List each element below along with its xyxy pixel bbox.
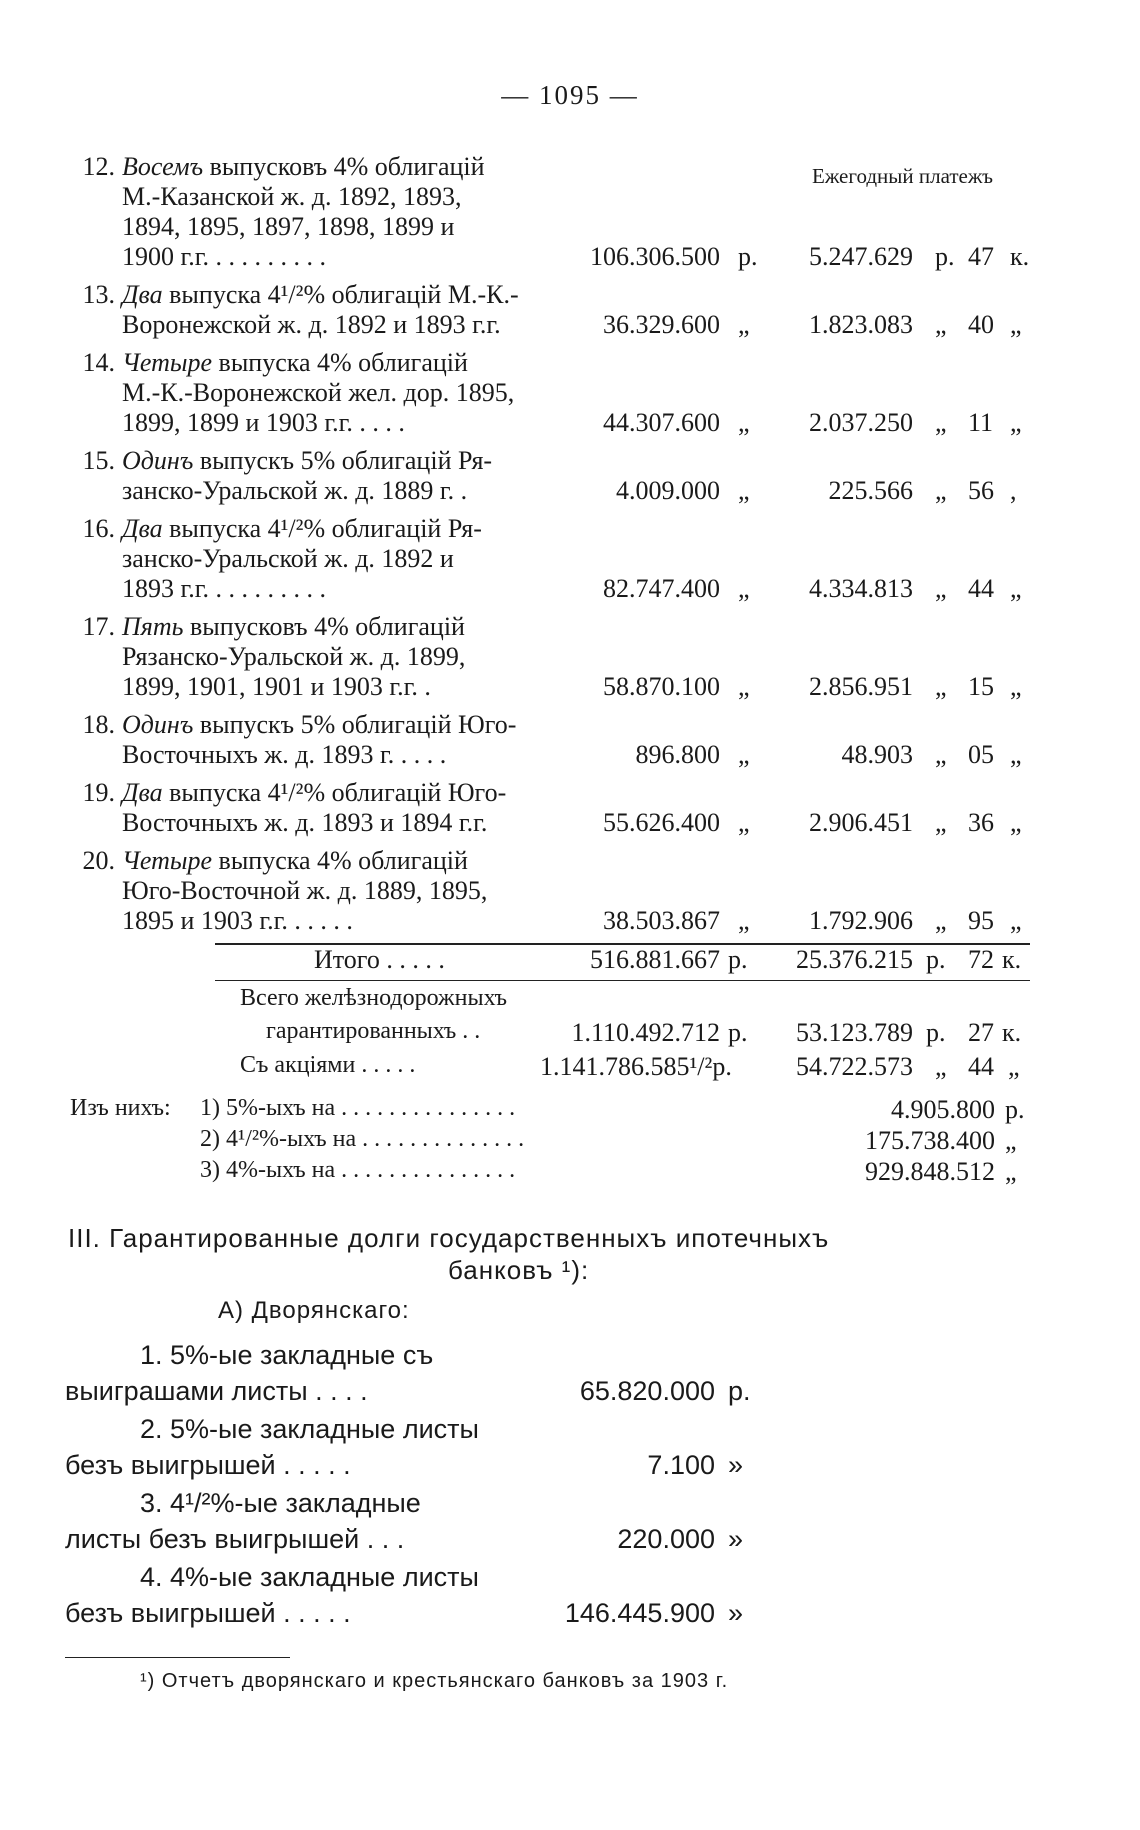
bond-capital-unit: „ <box>738 310 750 339</box>
section-title-line1: III. Гарантированные долги государственныхъ ипотечныхъ <box>68 1223 830 1253</box>
bond-payment: 225.566 <box>828 476 913 505</box>
bond-payment-unit: „ <box>935 672 947 701</box>
bond-number: 14. <box>82 348 115 377</box>
bond-capital-unit: „ <box>738 408 750 437</box>
bond-description-text: М.-Казанской ж. д. 1892, 1893, <box>122 182 462 211</box>
bond-capital: 4.009.000 <box>616 476 720 505</box>
bond-description-text: 1895 и 1903 г.г. . . . . . <box>122 906 353 935</box>
bond-description-text: Рязанско-Уральской ж. д. 1899, <box>122 642 466 671</box>
bond-capital: 44.307.600 <box>603 408 720 437</box>
bond-description-line <box>122 574 326 604</box>
bond-count-word: Одинъ <box>122 710 194 739</box>
bond-count-word: Два <box>122 280 163 309</box>
breakdown-label: 3) 4%-ыхъ на . . . . . . . . . . . . . . . <box>200 1157 516 1183</box>
bond-payment-unit: „ <box>935 574 947 603</box>
mortgage-unit: » <box>728 1598 744 1628</box>
bond-kopecks: 36 <box>968 808 994 837</box>
bond-description-text: выпускъ 5% облигацій Юго- <box>193 710 517 739</box>
bond-count-word: Четыре <box>122 348 213 377</box>
bond-payment: 5.247.629 <box>809 242 913 271</box>
bond-description-text: Восточныхъ ж. д. 1893 и 1894 г.г. <box>122 808 488 837</box>
bond-description-line <box>122 846 468 876</box>
bond-number: 17. <box>82 612 115 641</box>
bond-kopecks: 11 <box>968 408 994 437</box>
bond-capital-unit: „ <box>738 740 750 769</box>
bond-capital: 36.329.600 <box>603 310 720 339</box>
bond-payment: 2.906.451 <box>809 808 913 837</box>
bond-capital: 55.626.400 <box>603 808 720 837</box>
bond-description-text: 1899, 1901, 1901 и 1903 г.г. . <box>122 672 431 701</box>
mortgage-line-1: 4. 4%-ые закладные листы <box>140 1562 479 1592</box>
footnote: ¹) Отчетъ дворянскаго и крестьянскаго банковъ за 1903 г. <box>140 1670 729 1692</box>
all-railway-kopecks: 27 <box>968 1018 994 1047</box>
bond-description-line <box>122 182 462 212</box>
bond-count-word: Пять <box>122 612 184 641</box>
mortgage-value: 146.445.900 <box>564 1598 715 1628</box>
bond-description-line <box>122 612 465 642</box>
bond-count-word: Два <box>122 778 163 807</box>
bond-kopecks-unit: „ <box>1010 808 1022 837</box>
page-number: — 1095 — <box>501 80 639 110</box>
all-railway-label-2: гарантированныхъ . . <box>266 1018 481 1044</box>
bond-capital: 106.306.500 <box>590 242 720 271</box>
mortgage-line-2: безъ выигрышей . . . . . <box>65 1450 351 1480</box>
with-shares-payment-unit: „ <box>935 1052 947 1081</box>
bond-payment: 2.856.951 <box>809 672 913 701</box>
total-capital: 516.881.667 <box>590 945 720 974</box>
breakdown-unit: „ <box>1005 1157 1017 1186</box>
bond-description-line <box>122 310 501 340</box>
all-railway-kopecks-unit: к. <box>1002 1018 1022 1047</box>
bond-description-text: выпускъ 5% облигацій Ря- <box>193 446 493 475</box>
bond-description-line <box>122 476 467 506</box>
with-shares-kopecks-unit: „ <box>1008 1052 1020 1081</box>
mortgage-unit: » <box>728 1450 744 1480</box>
bond-description-text: Восточныхъ ж. д. 1893 г. . . . . <box>122 740 447 769</box>
bond-number: 19. <box>82 778 115 807</box>
bond-description-text: 1894, 1895, 1897, 1898, 1899 и <box>122 212 455 241</box>
mortgage-unit: » <box>728 1524 744 1554</box>
mortgage-value: 220.000 <box>617 1524 715 1554</box>
bond-description-line <box>122 710 516 740</box>
bond-kopecks: 47 <box>968 242 994 271</box>
bond-payment-unit: „ <box>935 310 947 339</box>
bond-count-word: Одинъ <box>122 446 194 475</box>
bond-description-line <box>122 544 454 574</box>
bond-kopecks: 44 <box>968 574 994 603</box>
total-capital-unit: р. <box>728 945 748 974</box>
all-railway-label-1: Всего желѣзнодорожныхъ <box>240 985 508 1011</box>
bond-payment-unit: „ <box>935 808 947 837</box>
bond-kopecks-unit: к. <box>1010 242 1030 271</box>
breakdown-value: 4.905.800 <box>891 1095 995 1124</box>
bond-count-word: Четыре <box>122 846 213 875</box>
bond-capital: 38.503.867 <box>603 906 720 935</box>
with-shares-label: Съ акціями . . . . . <box>240 1052 416 1078</box>
bond-description-text: выпуска 4¹/²% облигацій Юго- <box>162 778 507 807</box>
section-subtitle: А) Дворянскаго: <box>218 1297 410 1324</box>
all-railway-capital-unit: р. <box>728 1018 748 1047</box>
bond-capital: 896.800 <box>635 740 720 769</box>
breakdown-value: 929.848.512 <box>865 1157 995 1186</box>
bond-description-line <box>122 514 482 544</box>
mortgage-line-2: выиграшами листы . . . . <box>65 1376 368 1406</box>
bond-description-text: выпуска 4¹/²% облигацій Ря- <box>162 514 482 543</box>
bond-description-text: выпуска 4¹/²% облигацій М.-К.- <box>162 280 519 309</box>
bond-kopecks-unit: „ <box>1010 906 1022 935</box>
breakdown-intro: Изъ нихъ: <box>70 1095 171 1121</box>
all-railway-capital: 1.110.492.712 <box>571 1018 720 1047</box>
bond-kopecks-unit: , <box>1010 476 1017 505</box>
bond-description-line <box>122 876 487 906</box>
mortgage-line-1: 3. 4¹/²%-ые закладные <box>140 1488 421 1518</box>
bond-number: 18. <box>82 710 115 739</box>
bond-description-line <box>122 378 514 408</box>
bond-payment-unit: „ <box>935 740 947 769</box>
bond-kopecks: 56 <box>968 476 994 505</box>
bond-number: 13. <box>82 280 115 309</box>
bond-kopecks-unit: „ <box>1010 672 1022 701</box>
section-title-line2: банковъ ¹): <box>448 1255 590 1285</box>
with-shares-kopecks: 44 <box>968 1052 994 1081</box>
bond-kopecks: 15 <box>968 672 994 701</box>
bond-description-line <box>122 906 353 936</box>
bond-description-line <box>122 808 487 838</box>
bond-number: 12. <box>82 152 115 181</box>
bond-capital-unit: „ <box>738 906 750 935</box>
with-shares-capital: 1.141.786.585¹/²р. <box>540 1052 732 1081</box>
bond-description-text: выпусковъ 4% облигацій <box>183 612 465 641</box>
bond-kopecks-unit: „ <box>1010 574 1022 603</box>
bond-description-text: занско-Уральской ж. д. 1889 г. . <box>122 476 468 505</box>
bond-description-line <box>122 152 485 182</box>
bond-kopecks-unit: „ <box>1010 408 1022 437</box>
bond-description-line <box>122 778 506 808</box>
bond-description-text: выпуска 4% облигацій <box>212 348 468 377</box>
bond-kopecks: 95 <box>968 906 994 935</box>
bond-capital-unit: „ <box>738 574 750 603</box>
bond-capital: 58.870.100 <box>603 672 720 701</box>
bond-payment-unit: „ <box>935 906 947 935</box>
bond-number: 15. <box>82 446 115 475</box>
bond-payment: 2.037.250 <box>809 408 913 437</box>
footnote-rule <box>65 1657 290 1658</box>
bond-count-word: Два <box>122 514 163 543</box>
bond-description-line <box>122 242 326 272</box>
annual-payment-header: Ежегодный платежъ <box>812 164 993 188</box>
bond-kopecks: 05 <box>968 740 994 769</box>
bond-count-word: Восемъ <box>122 152 204 181</box>
mortgage-value: 65.820.000 <box>579 1376 715 1406</box>
breakdown-unit: р. <box>1005 1095 1025 1124</box>
bond-capital-unit: р. <box>738 242 758 271</box>
all-railway-payment: 53.123.789 <box>796 1018 913 1047</box>
bond-capital: 82.747.400 <box>603 574 720 603</box>
breakdown-unit: „ <box>1005 1126 1017 1155</box>
total-rule-bottom <box>215 980 1030 981</box>
bond-description-text: 1899, 1899 и 1903 г.г. . . . . <box>122 408 405 437</box>
bond-description-line <box>122 348 468 378</box>
bond-description-line <box>122 212 454 242</box>
bond-payment: 1.823.083 <box>809 310 913 339</box>
bond-kopecks-unit: „ <box>1010 740 1022 769</box>
total-kopecks-unit: к. <box>1002 945 1022 974</box>
bond-description-text: 1893 г.г. . . . . . . . . . <box>122 574 326 603</box>
bond-payment-unit: р. <box>935 242 955 271</box>
bond-payment-unit: „ <box>935 408 947 437</box>
breakdown-label: 2) 4¹/²%-ыхъ на . . . . . . . . . . . . . . <box>200 1126 525 1152</box>
mortgage-line-1: 1. 5%-ые закладные съ <box>140 1340 434 1370</box>
mortgage-line-2: листы безъ выигрышей . . . <box>65 1524 405 1554</box>
total-kopecks: 72 <box>968 945 994 974</box>
breakdown-value: 175.738.400 <box>865 1126 995 1155</box>
bond-description-text: Юго-Восточной ж. д. 1889, 1895, <box>122 876 488 905</box>
bond-description-text: 1900 г.г. . . . . . . . . . <box>122 242 326 271</box>
bond-description-line <box>122 740 446 770</box>
bond-kopecks-unit: „ <box>1010 310 1022 339</box>
total-label: Итого . . . . . <box>314 945 445 974</box>
total-payment-unit: р. <box>926 945 946 974</box>
bond-capital-unit: „ <box>738 672 750 701</box>
bond-description-text: М.-К.-Воронежской жел. дор. 1895, <box>122 378 515 407</box>
bond-payment-unit: „ <box>935 476 947 505</box>
bond-number: 16. <box>82 514 115 543</box>
bond-payment: 48.903 <box>841 740 913 769</box>
bond-capital-unit: „ <box>738 808 750 837</box>
with-shares-payment: 54.722.573 <box>796 1052 913 1081</box>
mortgage-unit: р. <box>728 1376 751 1406</box>
bond-description-text: занско-Уральской ж. д. 1892 и <box>122 544 454 573</box>
bond-description-text: выпуска 4% облигацій <box>212 846 468 875</box>
bond-payment: 4.334.813 <box>809 574 913 603</box>
bond-kopecks: 40 <box>968 310 994 339</box>
bond-description-line <box>122 446 492 476</box>
total-payment: 25.376.215 <box>796 945 913 974</box>
bond-description-text: выпусковъ 4% облигацій <box>203 152 485 181</box>
bond-capital-unit: „ <box>738 476 750 505</box>
mortgage-value: 7.100 <box>647 1450 715 1480</box>
bond-description-line <box>122 408 405 438</box>
mortgage-line-1: 2. 5%-ые закладные листы <box>140 1414 479 1444</box>
all-railway-payment-unit: р. <box>926 1018 946 1047</box>
bond-payment: 1.792.906 <box>809 906 913 935</box>
mortgage-line-2: безъ выигрышей . . . . . <box>65 1598 351 1628</box>
bond-description-line <box>122 672 431 702</box>
bond-description-line <box>122 280 519 310</box>
bond-description-line <box>122 642 465 672</box>
breakdown-label: 1) 5%-ыхъ на . . . . . . . . . . . . . . . <box>200 1095 516 1121</box>
bond-number: 20. <box>82 846 115 875</box>
bond-description-text: Воронежской ж. д. 1892 и 1893 г.г. <box>122 310 501 339</box>
